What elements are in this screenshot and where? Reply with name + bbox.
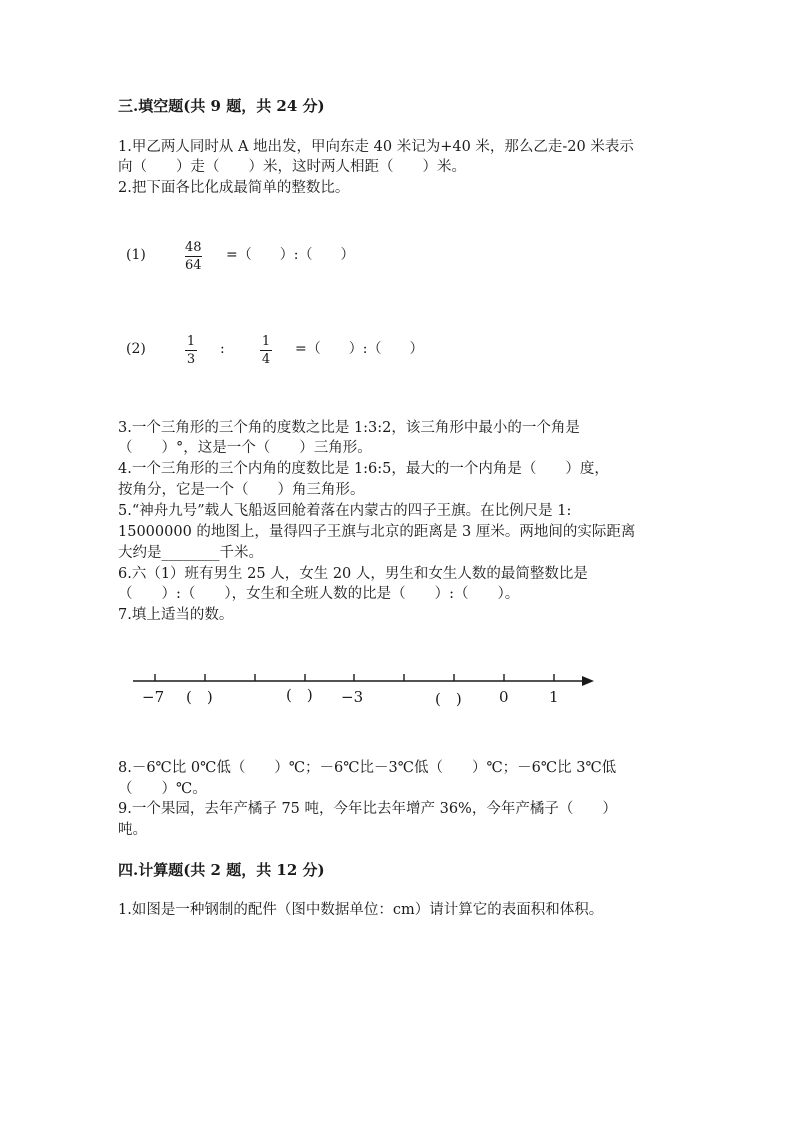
- ratio-item-1-label: (1): [126, 247, 146, 263]
- question-3-line-1: 3.一个三角形的三个角的度数之比是 1:3:2，该三角形中最小的一个角是: [118, 420, 580, 436]
- question-1-line-1: 1.甲乙两人同时从 A 地出发，甲向东走 40 米记为+40 米，那么乙走-20 米表示: [118, 139, 634, 155]
- fraction-numerator: 1: [261, 334, 271, 349]
- fraction-bar: [260, 350, 272, 351]
- number-line-ticks: [155, 674, 554, 681]
- number-line-blank-2: ( ): [286, 686, 313, 704]
- fraction-1-3: [185, 334, 197, 367]
- ratio-item-1-answer: =（ ）:（ ）: [226, 247, 355, 263]
- number-line-label-minus7: −7: [142, 688, 165, 706]
- ratio-item-2-label: (2): [126, 341, 146, 357]
- fraction-denominator: 64: [185, 258, 202, 273]
- question-3-line-2: （ ）°，这是一个（ ）三角形。: [118, 440, 372, 456]
- number-line-label-1: 1: [549, 688, 559, 706]
- fraction-bar: [185, 256, 202, 257]
- number-line-arrow-icon: [582, 676, 594, 686]
- section-3-heading: 三.填空题(共 9 题，共 24 分): [118, 97, 325, 115]
- number-line-blank-3: ( ): [435, 690, 462, 708]
- question-9-line-2: 吨。: [118, 822, 147, 838]
- question-6-line-1: 6.六（1）班有男生 25 人，女生 20 人，男生和女生人数的最简整数比是: [118, 566, 588, 582]
- question-4-line-1: 4.一个三角形的三个内角的度数比是 1:6:5，最大的一个内角是（ ）度，: [118, 461, 609, 477]
- fraction-denominator: 3: [186, 352, 196, 367]
- question-2-text: 2.把下面各比化成最简单的整数比。: [118, 180, 350, 196]
- section-4-heading: 四.计算题(共 2 题，共 12 分): [118, 861, 325, 879]
- question-9-line-1: 9.一个果园，去年产橘子 75 吨，今年比去年增产 36%，今年产橘子（ ）: [118, 801, 617, 817]
- fraction-numerator: 48: [185, 240, 202, 255]
- question-8-line-2: （ ）℃。: [118, 781, 207, 797]
- question-5-line-2: 15000000 的地图上，量得四子王旗与北京的距离是 3 厘米。两地间的实际距离: [118, 524, 636, 540]
- fraction-bar: [185, 350, 197, 351]
- fraction-denominator: 4: [261, 352, 271, 367]
- question-8-line-1: 8.－6℃比 0℃低（ ）℃；－6℃比－3℃低（ ）℃；－6℃比 3℃低: [118, 760, 617, 776]
- fraction-numerator: 1: [186, 334, 196, 349]
- number-line-blank-1: ( ): [186, 688, 213, 706]
- fraction-48-64: [185, 240, 202, 273]
- ratio-colon: :: [220, 341, 225, 357]
- number-line-label-minus3: −3: [341, 688, 364, 706]
- question-1-line-2: 向（ ）走（ ）米，这时两人相距（ ）米。: [118, 159, 466, 175]
- question-5-line-1: 5.“神舟九号”载人飞船返回舱着落在内蒙古的四子王旗。在比例尺是 1:: [118, 503, 572, 519]
- question-4-line-2: 按角分，它是一个（ ）角三角形。: [118, 482, 365, 498]
- fraction-1-4: [260, 334, 272, 367]
- question-6-line-2: （ ）:（ ），女生和全班人数的比是（ ）:（ ）。: [118, 586, 520, 602]
- question-7-text: 7.填上适当的数。: [118, 607, 234, 623]
- number-line: [0, 665, 794, 725]
- ratio-item-2-answer: =（ ）:（ ）: [295, 341, 424, 357]
- number-line-label-0: 0: [499, 688, 509, 706]
- question-5-line-3: 大约是________千米。: [118, 545, 263, 561]
- calculation-1-text: 1.如图是一种钢制的配件（图中数据单位：cm）请计算它的表面积和体积。: [118, 902, 604, 918]
